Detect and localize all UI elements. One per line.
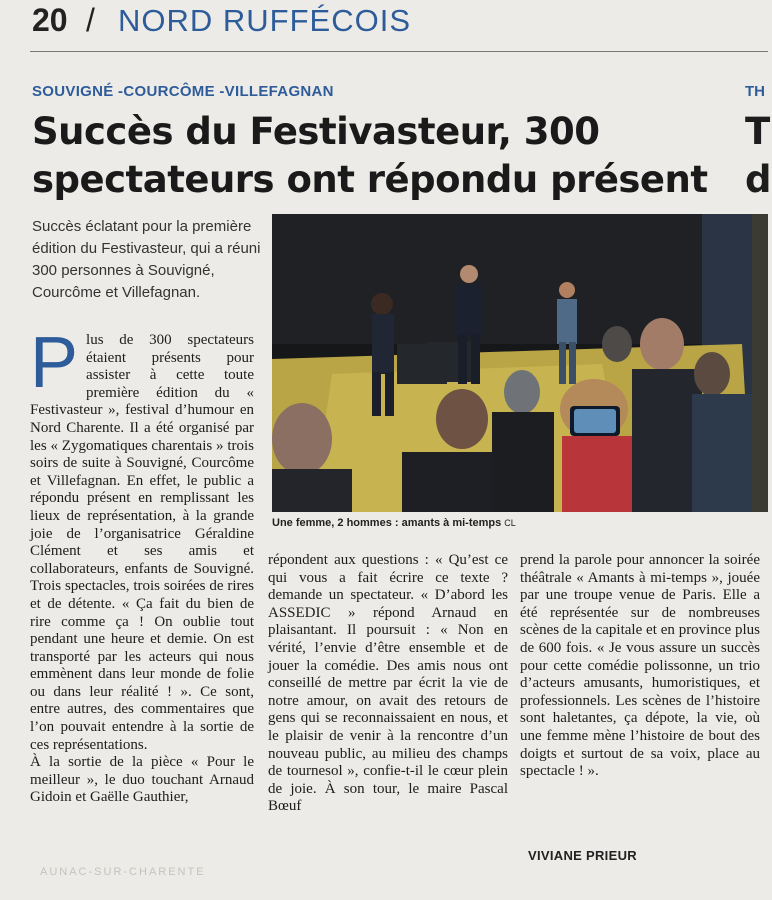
- article-kicker: SOUVIGNÉ -COURCÔME -VILLEFAGNAN: [32, 83, 334, 100]
- neighbor-article-headline: d: [745, 158, 772, 201]
- article-byline: VIVIANE PRIEUR: [528, 848, 637, 863]
- article-standfirst: Succès éclatant pour la première édition du Festivasteur, qui a réuni 300 personnes à Souvigné, Courcôme et Villefagnan.: [32, 218, 261, 301]
- neighbor-article-photo: [752, 214, 768, 512]
- show-through-text: AUNAC-SUR-CHARENTE: [40, 866, 206, 878]
- neighbor-article-headline: T: [745, 110, 771, 153]
- page-number: 20: [32, 2, 68, 38]
- dropcap: P: [30, 323, 79, 403]
- article-paragraph: lus de 300 spectateurs étaient présents pour assister à cette toute première édition du « Festivasteur », festival d’humour en Nord Charente. Il a été organisé par les « Zygomatiques charentais » trois soirs de suite à Souvigné, Courcôme et Villefagnan. En effet, le public a répondu présent en remplissant les lieux de représentation, à la grande joie de l’organisatrice Géraldine Clément et ses amis et collaborateurs, enfants de Souvigné. Trois spectacles, trois soirées de rires et de détente. « Ça fait du bien de rire comme ça ! On oublie tout pendant une heure et demie. On est transporté par les acteurs qui nous emmènent dans leur monde de folie ou dans leur réalité ! ». Ce sont, entre autres, des commentaires que l’on pouvait entendre à la sortie de ces représentations.: [30, 332, 254, 753]
- photo-caption-text: Une femme, 2 hommes : amants à mi-temps: [272, 517, 502, 529]
- photo-caption: [272, 517, 516, 529]
- article-paragraph: répondent aux questions : « Qu’est ce qui vous a fait écrire ce texte ? demande un spectateur. « D’abord les ASSEDIC » répond Arnaud en plaisantant. Il poursuit : « Non en vérité, l’envie d’être ensemble et de jouer la comédie. Des amis nous ont conseillé de mettre par écrit la vie de notre amour, on avait des retours de gens qui se reconnaissaient en nous, et le plaisir de venir à la rencontre d’un nouveau public, au milieu des champs de tournesol », confie-t-il le cœur plein de joie. À son tour, le maire Pascal Bœuf: [268, 552, 508, 815]
- header-separator: /: [86, 2, 95, 38]
- article-column-3: [520, 552, 760, 781]
- article-column-2: [268, 552, 508, 816]
- section-title: NORD RUFFÉCOIS: [118, 3, 411, 38]
- article-column-1: [30, 323, 254, 807]
- article-paragraph: À la sortie de la pièce « Pour le meilleur », le duo touchant Arnaud Gidoin et Gaëlle Gauthier,: [30, 754, 254, 806]
- photo-credit: CL: [504, 518, 516, 528]
- neighbor-article-kicker: TH: [745, 83, 765, 100]
- page-header: [0, 0, 768, 54]
- article-headline: Succès du Festivasteur, 300 spectateurs ont répondu présent: [32, 110, 708, 201]
- article-photo: [272, 214, 752, 512]
- article-paragraph: prend la parole pour annoncer la soirée théâtrale « Amants à mi-temps », jouée par une troupe venue de Paris. Elle a été représentée sur de nombreuses scènes de la capitale et en province plus de 600 fois. « Je vous assure un succès pour cette comédie polissonne, un trio d’acteurs amusants, humoristiques, et professionnels. Les scènes de l’histoire sont haletantes, ça dépote, la vie, où une femme mène l’histoire de bout des doigts et surtout de sa voix, place au spectacle ! ».: [520, 552, 760, 780]
- header-rule: [30, 51, 768, 52]
